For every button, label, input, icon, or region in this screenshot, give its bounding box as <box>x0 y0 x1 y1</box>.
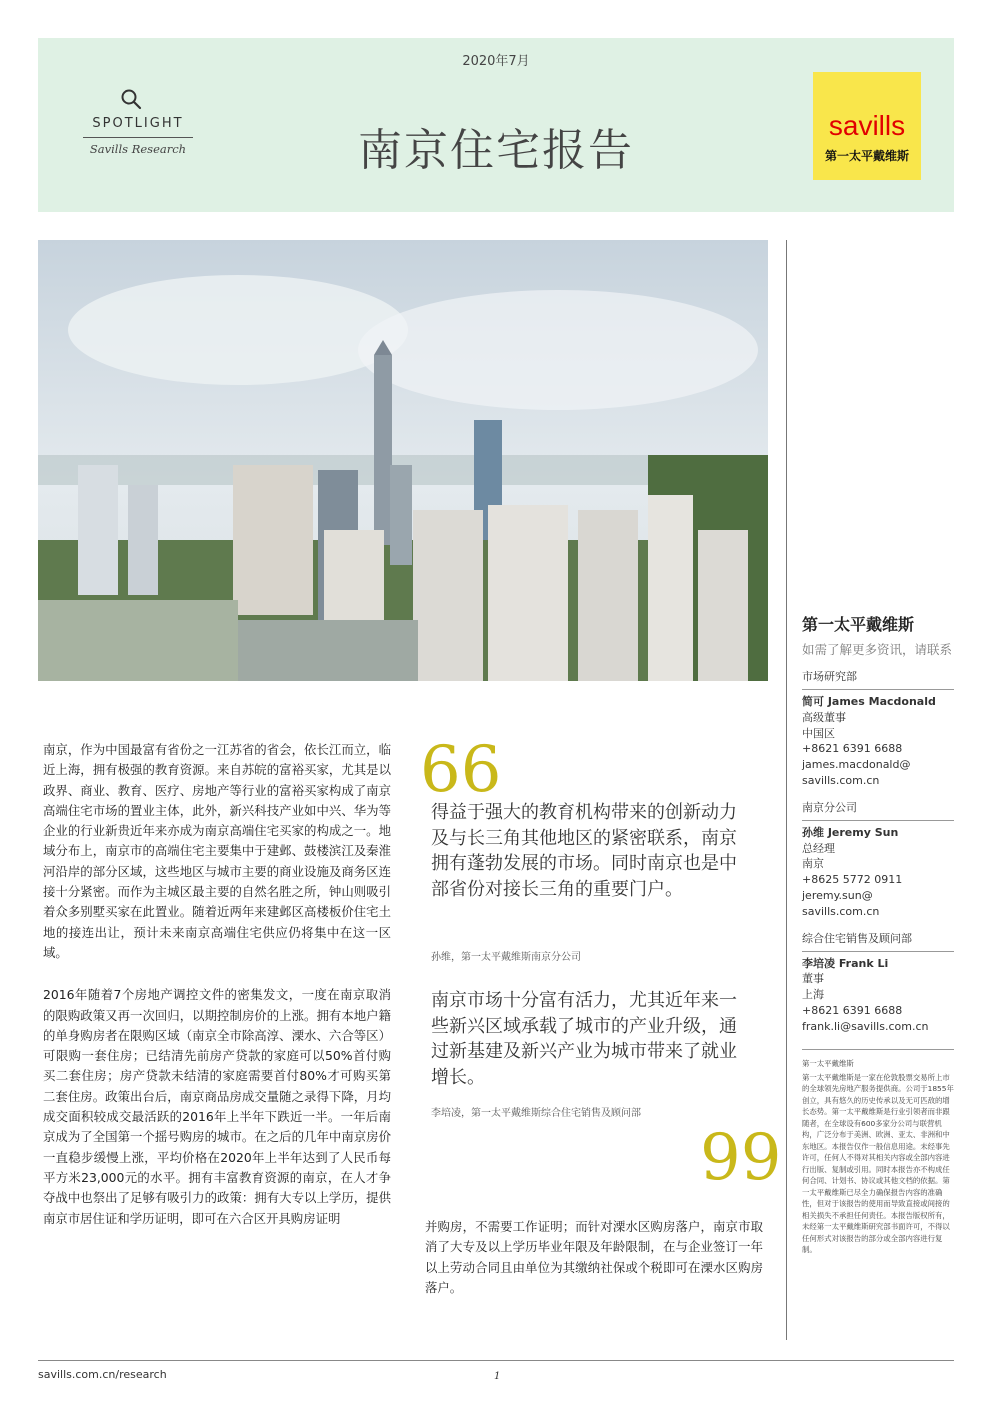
footer-link[interactable]: savills.com.cn/research <box>38 1368 167 1381</box>
body-paragraph: 并购房，不需要工作证明；而针对溧水区购房落户，南京市取消了大专及以上学历毕业年限及年龄限制，在与企业签订一年以上劳动合同且由单位为其缴纳社保或个税即可在溧水区购房落户。 <box>425 1219 763 1295</box>
contact-line: 南京 <box>802 857 824 871</box>
savills-logo <box>813 72 921 180</box>
sidebar-prompt: 如需了解更多资讯，请联系 <box>802 642 953 657</box>
contact-line: 高级董事 <box>802 710 846 724</box>
disclaimer-title: 第一太平戴维斯 <box>802 1049 954 1069</box>
contact-email[interactable]: frank.li@savills.com.cn <box>802 1019 929 1033</box>
spotlight-subtitle: Savills Research <box>89 142 187 156</box>
sidebar-divider <box>786 240 787 1340</box>
contact-phone: +8621 6391 6688 <box>802 1003 903 1017</box>
contact-sidebar <box>802 612 954 1256</box>
contact-email[interactable]: savills.com.cn <box>802 773 880 787</box>
quote-attribution: 孙维，第一太平戴维斯南京分公司 <box>431 952 581 963</box>
contact-email[interactable]: savills.com.cn <box>802 904 880 918</box>
section-title-research: 市场研究部 <box>802 668 954 690</box>
section-title-residential: 综合住宅销售及顾问部 <box>802 930 954 952</box>
sidebar-brand: 第一太平戴维斯 <box>802 615 915 634</box>
contact-name: 孙维 Jeremy Sun <box>802 825 899 839</box>
body-column-left <box>43 740 391 1251</box>
logo-wordmark: savills <box>828 110 906 141</box>
contact-phone: +8621 6391 6688 <box>802 742 903 756</box>
contact-name: 简可 James Macdonald <box>802 695 936 708</box>
contact-card <box>802 694 954 789</box>
contact-line: 总经理 <box>802 841 835 855</box>
contact-email[interactable]: jeremy.sun@ <box>802 888 873 902</box>
search-icon <box>120 88 142 110</box>
close-quote-icon: 99 <box>700 1121 782 1195</box>
quote-attribution: 李培凌，第一太平戴维斯综合住宅销售及顾问部 <box>431 1108 641 1119</box>
logo-chinese-name: 第一太平戴维斯 <box>824 149 909 163</box>
contact-line: 董事 <box>802 972 824 986</box>
section-title-nanjing: 南京分公司 <box>802 799 954 821</box>
body-paragraph: 2016年随着7个房地产调控文件的密集发文，一度在南京取消的限购政策又再一次回归，以期控制房价的上涨。拥有本地户籍的单身购房者在限购区域（南京全市除高淳、溧水、六合等区）可限购一套住房；已结清先前房产贷款的家庭可以50%首付购买二套住房；房产贷款未结清的家庭需要首付80%才可购买第二套住房。政策出台后，南京商品房成交量随之录得下降，月均成交面积较成交最活跃的2016年上半年下跌近一半。一年后南京成为了全国第一个摇号购房的城市。在之后的几年中南京房价一直稳步缓慢上涨，平均价格在2020年上半年达到了人民币每平方米23,000元的水平。拥有丰富教育资源的南京，在人才争夺战中也祭出了足够有吸引力的政策：拥有大专以上学历，提供南京市居住证和学历证明，即可在六合区开具购房证明 <box>43 987 391 1226</box>
contact-card <box>802 956 954 1035</box>
report-header <box>38 38 954 212</box>
contact-phone: +8625 5772 0911 <box>802 873 903 887</box>
contact-line: 中国区 <box>802 726 835 740</box>
contact-name: 李培凌 Frank Li <box>802 956 889 970</box>
open-quote-icon: 66 <box>420 733 502 807</box>
page-title: 南京住宅报告 <box>358 125 634 176</box>
pull-quote: 南京市场十分富有活力，尤其近年来一些新兴区域承载了城市的产业升级，通过新基建及新兴产业为城市带来了就业增长。 <box>431 990 737 1088</box>
nanjing-skyline-photo <box>38 240 768 681</box>
report-date: 2020年7月 <box>462 54 530 69</box>
disclaimer-text: 第一太平戴维斯是一家在伦敦股票交易所上市的全球领先房地产服务提供商。公司于1855年创立，具有悠久的历史传承以及无可匹敌的增长态势。第一太平戴维斯是行业引领者而非跟随者，在全球设有600多家分公司与联营机构，广泛分布于美洲、欧洲、亚太、非洲和中东地区。本报告仅作一般信息用途。未经事先许可，任何人不得对其相关内容或全部内容进行出版、复制或引用。同时本报告亦不构成任何合同、计划书、协议或其他文档的依据。第一太平戴维斯已尽全力确保报告内容的准确性，但对于该报告的使用而导致直接或间接的相关损失不承担任何责任。本报告版权所有，未经第一太平戴维斯研究部书面许可，不得以任何形式对该报告的部分或全部内容进行复制。 <box>802 1072 954 1255</box>
contact-card <box>802 825 954 920</box>
body-paragraph: 南京，作为中国最富有省份之一江苏省的省会，依长江而立，临近上海，拥有极强的教育资源。来自苏皖的富裕买家，尤其是以政界、商业、教育、医疗、房地产等行业的富裕买家构成了南京高端住宅市场的置业主体，此外，新兴科技产业如中兴、华为等企业的行业新贵近年来亦成为南京高端住宅买家的构成之一。地域分布上，南京市的高端住宅主要集中于建邺、鼓楼滨江及秦淮河沿岸的部分区域，这些地区与城市主要的商业设施及商务区连接十分紧密。而作为主城区最主要的自然名胜之所，钟山则吸引着众多别墅买家在此置业。随着近两年来建邺区高楼板价住宅土地的接连出让，预计未来南京高端住宅供应仍将集中在这一区域。 <box>43 742 391 960</box>
spotlight-label: SPOTLIGHT <box>92 116 184 131</box>
footer-divider <box>38 1360 954 1361</box>
contact-line: 上海 <box>802 988 824 1002</box>
contact-email[interactable]: james.macdonald@ <box>802 758 911 772</box>
pull-quote: 得益于强大的教育机构带来的创新动力及与长三角其他地区的紧密联系，南京拥有蓬勃发展的市场。同时南京也是中部省份对接长三角的重要门户。 <box>431 802 737 900</box>
page-number: 1 <box>494 1371 501 1382</box>
